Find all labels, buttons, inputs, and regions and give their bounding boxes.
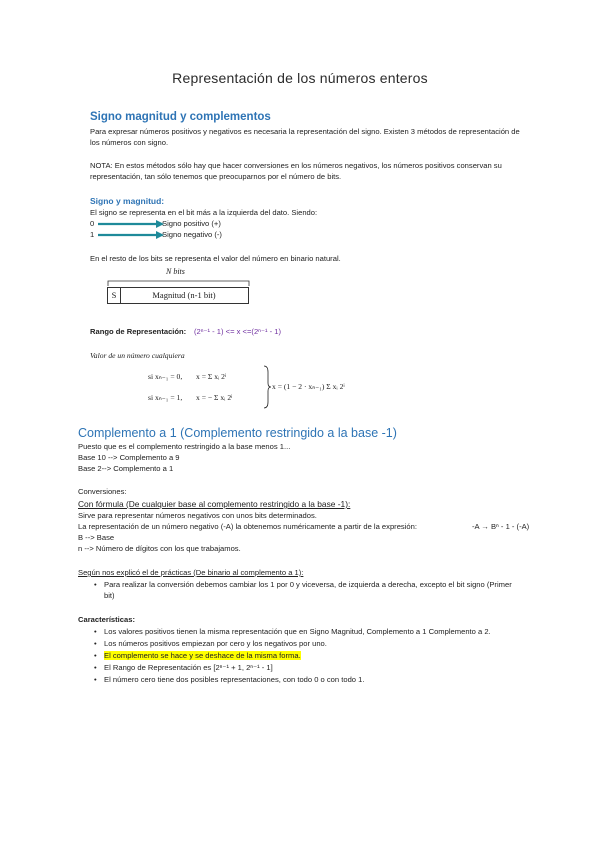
comp-line-3: Base 2--> Complemento a 1 [78,464,174,473]
formula-cond-negative: si xₙ₋₁ = 1, [148,393,183,402]
formula-cond-positive: si xₙ₋₁ = 0, [148,372,183,381]
bit-zero-meaning: Signo positivo (+) [162,219,221,228]
section-heading-complemento-a-1: Complemento a 1 (Complemento restringido a la base -1) [78,426,397,440]
formula-line-4: n --> Número de dígitos con los que trabajamos. [78,544,241,553]
magnitude-cell: Magnitud (n-1 bit) [152,290,216,300]
formula-expr-positive: x = Σ xᵢ 2ⁱ [196,372,227,381]
section-heading-signo-magnitud-complementos: Signo magnitud y complementos [90,111,271,123]
mapping-arrows [96,218,166,242]
signo-rest-line: En el resto de los bits se representa el valor del número en binario natural. [90,254,341,263]
practicas-subheading: Según nos explicó el de prácticas (De binario al complemento a 1): [78,568,304,577]
signo-line-1: El signo se representa en el bit más a la izquierda del dato. Siendo: [90,208,318,217]
formula-line-2: La representación de un número negativo (-A) la obtenemos numéricamente a partir de la expresión: [78,522,417,531]
caracteristica-3 [104,651,301,660]
caracteristica-3-highlight: El complemento se hace y se deshace de la misma forma. [104,651,301,660]
bit-zero-label: 0 [90,219,95,228]
sign-bit-cell: S [108,288,121,303]
subheading-signo-magnitud: Signo y magnitud: [90,196,165,206]
formula-line-3: B --> Base [78,533,115,542]
bit-layout-box [107,287,249,304]
caracteristica-4: • El Rango de Representación es [2ⁿ⁻¹ + 1, 2ⁿ⁻¹ - 1] [104,663,273,672]
nbits-bracket [107,278,251,287]
valor-label: Valor de un número cualquiera [90,351,185,360]
formula-combined: x = (1 − 2 · xₙ₋₁) Σ xᵢ 2ⁱ [272,382,345,391]
practicas-bullet-cont: bit) [104,591,115,600]
nota-line-2: representación, tan sólo tenemos que preocuparnos por el número de bits. [90,172,342,181]
nbits-label: N bits [166,267,185,276]
caracteristica-2: • Los números positivos empiezan por cero y los negativos por uno. [104,639,327,648]
formula-line-1: Sirve para representar números negativos con unos bits determinados. [78,511,317,520]
bit-one-label: 1 [90,230,95,239]
nota-line-1: NOTA: En estos métodos sólo hay que hacer conversiones en los números negativos, los números positivos conservan su [90,161,502,170]
practicas-bullet: • Para realizar la conversión debemos cambiar los 1 por 0 y viceversa, de izquierda a derecha, excepto el bit signo (Primer [104,580,512,589]
bit-one-meaning: Signo negativo (-) [162,230,222,239]
comp-line-1: Puesto que es el complemento restringido a la base menos 1... [78,442,291,451]
rango-label: Rango de Representación: [90,327,187,336]
formula-expression: -A → Bⁿ - 1 - (-A) [472,522,530,531]
intro-line-2: los números con signo. [90,138,169,147]
intro-line-1: Para expresar números positivos y negativos es necesaria la representación del signo. Existen 3 métodos de representación de [90,127,520,136]
formula-expr-negative: x = − Σ xᵢ 2ⁱ [196,393,233,402]
caracteristica-5: • El número cero tiene dos posibles representaciones, con todo 0 o con todo 1. [104,675,364,684]
formula-subheading: Con fórmula (De cualquier base al complemento restringido a la base -1): [78,499,351,509]
page-title: Representación de los números enteros [172,70,428,86]
comp-line-2: Base 10 --> Complemento a 9 [78,453,180,462]
caracteristicas-heading: Características: [78,615,135,624]
caracteristica-1: • Los valores positivos tienen la misma representación que en Signo Magnitud, Complemento a 1 Complemento a 2. [104,627,491,636]
formula-brace [262,364,272,410]
conversiones-label: Conversiones: [78,487,127,496]
rango-expression: (2ⁿ⁻¹ - 1) <= x <=(2ⁿ⁻¹ - 1) [194,327,281,336]
